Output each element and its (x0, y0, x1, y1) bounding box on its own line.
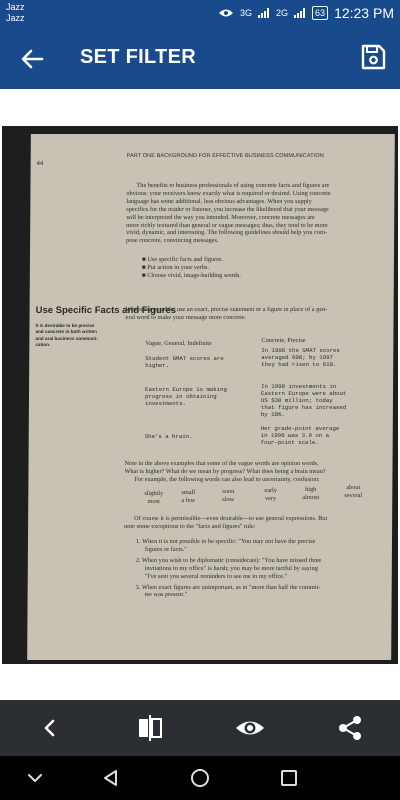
paragraph-line: What is higher? What do we mean by progress? What does being a brain mean? (124, 467, 326, 475)
word-top: early (264, 487, 277, 494)
cell-line: She's a brain. (144, 433, 193, 440)
share-icon (334, 712, 366, 744)
word-pair (344, 484, 362, 499)
cell-line: by 10%. (260, 411, 285, 418)
compare-split-icon (134, 712, 166, 744)
cell-line: averaged 600; by 1997 (261, 354, 333, 361)
list-item (136, 584, 322, 600)
cell-line: higher. (145, 362, 170, 369)
exceptions-paragraph (124, 515, 327, 531)
word-bottom: almost (302, 493, 320, 501)
item-text: invitations to my office" is harsh; you may be more tactful by saying (144, 564, 318, 572)
intro-line: obvious: your receivers know exactly what is required or desired. Using concrete (126, 189, 331, 197)
arrow-left-icon (16, 43, 48, 75)
table-cell-vague (145, 386, 227, 407)
word-top: high (305, 486, 317, 493)
section-intro-line: Whenever possible, use an exact, precise statement or a figure in place of a gen- (125, 306, 328, 313)
document-photo[interactable] (2, 126, 398, 664)
chevron-left-icon (34, 712, 66, 744)
word-top: about (346, 484, 361, 491)
paragraph-line: Note in the above examples that some of the vague words are opinion words. (124, 460, 319, 467)
triangle-back-icon (100, 767, 122, 789)
network-type-2: 2G (276, 8, 289, 18)
item-text: When exact figures are unimportant, as in "more than half the commit- (141, 583, 321, 591)
intro-line: The benefits to business professionals of using concrete facts and figures are (136, 182, 330, 189)
clock: 12:23 PM (334, 5, 394, 21)
table-cell-concrete (261, 383, 347, 418)
signal-icon-2 (294, 8, 306, 18)
cell-line: in 1996 was 3.9 on a (260, 432, 330, 439)
eye-icon (234, 712, 266, 744)
list-item: ■ Choose vivid, image-building words. (141, 271, 241, 279)
item-number: 3. (135, 583, 141, 591)
margin-note-line: It is desirable to be precise (35, 323, 95, 328)
word-pair (302, 486, 319, 501)
col-header-concrete: Concrete, Precise (261, 337, 306, 344)
intro-line: vivid, dynamic, and interesting. The following guidelines should help you com- (126, 229, 327, 237)
col-header-vague: Vague, General, Indefinite (145, 340, 212, 347)
word-bottom: very (264, 494, 277, 502)
word-bottom: a few (181, 496, 196, 504)
network-type-1: 3G (240, 8, 253, 18)
word-bottom: most (147, 497, 160, 505)
list-item (136, 538, 322, 554)
item-number: 1. (135, 538, 141, 545)
bullet-text: Use specific facts and figures. (147, 256, 224, 263)
hide-keyboard-button[interactable] (24, 767, 46, 789)
cell-line: investments. (144, 400, 186, 407)
word-bottom: several (344, 491, 363, 499)
intro-line: pose concrete, convincing messages. (126, 237, 219, 245)
signal-icon (258, 8, 270, 18)
battery-level: 63 (312, 6, 328, 20)
paragraph-line: note some exceptions to the "facts and figures" rule: (124, 522, 256, 530)
page-title: SET FILTER (80, 46, 196, 68)
margin-note-line: cation. (35, 342, 51, 348)
intro-paragraph (126, 182, 331, 245)
section-intro-line: eral word to make your message more concrete. (125, 313, 247, 321)
word-top: small (181, 489, 196, 496)
margin-note-line: and concrete in both written (35, 329, 97, 335)
numbered-list (136, 538, 322, 599)
running-head: PART ONE BACKGROUND FOR EFFECTIVE BUSINESS COMMUNICATION (126, 153, 324, 159)
system-nav-bar (0, 756, 400, 800)
bullet-text: Choose vivid, image-building words. (147, 271, 241, 279)
cell-line: Student GMAT scores are (145, 355, 224, 362)
document-page (27, 134, 395, 660)
circle-home-icon (189, 767, 211, 789)
intro-line: specifics for the reader or listener, you increase the likelihood that your message (126, 205, 329, 213)
cell-line: In 1996 the GMAT scores (261, 347, 340, 354)
carrier-info (6, 2, 25, 24)
bullet-list (142, 256, 241, 280)
carrier-name-1: Jazz (6, 2, 25, 12)
cell-line: US $30 million; today (260, 397, 333, 404)
cell-line: Eastern Europe were about (261, 390, 347, 397)
save-button[interactable] (358, 42, 388, 72)
chevron-down-icon (24, 767, 46, 789)
floppy-save-icon (358, 42, 388, 72)
item-text: "I've sent you several reminders to see me in my office." (144, 572, 288, 580)
word-pair (144, 490, 163, 505)
item-text: figures or facts." (144, 545, 187, 553)
cell-line: four-point scale. (260, 439, 319, 446)
cell-line: Eastern Europe is making (145, 386, 227, 393)
word-pair (222, 488, 234, 503)
item-text: When you wish to be diplomatic (considerate): "You have missed three (142, 556, 322, 564)
eye-comfort-icon (218, 8, 234, 18)
after-table-paragraph (124, 460, 325, 484)
table-cell-vague (145, 355, 224, 369)
list-item (136, 557, 322, 581)
status-bar (0, 0, 400, 28)
table-cell-concrete (261, 425, 340, 446)
filter-preview-area (0, 89, 400, 700)
bottom-toolbar (0, 700, 400, 756)
word-top: soon (222, 488, 235, 495)
cell-line: they had risen to 610. (261, 361, 337, 368)
section-heading: Use Specific Facts and Figures (35, 305, 177, 316)
word-bottom: slow (222, 495, 235, 503)
square-recents-icon (278, 767, 300, 789)
intro-line: will be interpreted the way you intended. Moreover, concrete messages are (126, 213, 315, 221)
cell-line: progress in obtaining (144, 393, 217, 400)
section-intro (126, 306, 328, 322)
nav-back-button[interactable] (100, 767, 122, 789)
back-button[interactable] (16, 43, 48, 75)
cell-line: that figure has increased (260, 404, 347, 411)
word-pair (181, 489, 195, 504)
share-button[interactable] (334, 712, 366, 744)
item-number: 2. (135, 556, 141, 564)
item-text: When it is not possible to be specific: "You may not have the precise (142, 538, 316, 545)
table-cell-vague (145, 433, 193, 440)
word-top: slightly (144, 490, 164, 497)
margin-note-line: and oral business communi- (35, 335, 98, 341)
word-pair (264, 487, 277, 502)
preview-button[interactable] (234, 712, 266, 744)
app-bar (0, 28, 400, 89)
paragraph-line: Of course it is permissible—even desirable—to use general expressions. But (134, 515, 328, 522)
margin-note (35, 323, 97, 349)
paragraph-line: For example, the following words can also lead to uncertainty, confusion: (134, 475, 320, 483)
list-item: ■ Put action in your verbs. (141, 263, 210, 271)
cell-line: Her grade-point average (260, 425, 340, 432)
compare-button[interactable] (134, 712, 166, 744)
list-item: ■ Use specific facts and figures. (141, 256, 224, 263)
table-cell-concrete (261, 347, 340, 368)
page-number: 44 (36, 161, 44, 167)
bullet-text: Put action in your verbs. (147, 263, 210, 271)
nav-home-button[interactable] (189, 767, 211, 789)
intro-line: language has some additional, less obvious advantages. When you supply (126, 197, 312, 205)
item-text: tee was present." (144, 591, 188, 599)
cell-line: In 1990 investments in (261, 383, 337, 390)
status-icons (218, 5, 394, 21)
nav-recents-button[interactable] (278, 767, 300, 789)
previous-button[interactable] (34, 712, 66, 744)
intro-line: more richly textured than general or vague messages; thus, they tend to be more (126, 221, 328, 229)
carrier-name-2: Jazz (6, 13, 25, 23)
